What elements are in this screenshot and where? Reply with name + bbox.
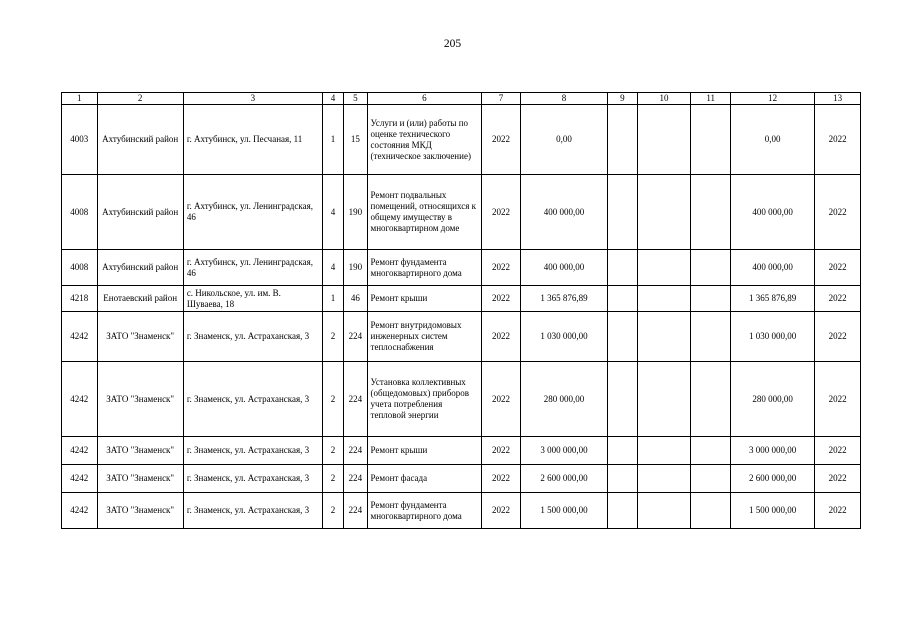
number-cell-4: 2 xyxy=(322,312,343,362)
work-type-cell: Услуги и (или) работы по оценке технического состояния МКД (техническое заключение) xyxy=(367,105,482,175)
record-id-cell: 4008 xyxy=(62,175,98,250)
year-cell: 2022 xyxy=(482,250,521,286)
table-row xyxy=(62,493,861,529)
district-cell: Ахтубинский район xyxy=(97,175,183,250)
number-cell-4: 2 xyxy=(322,465,343,493)
empty-cell-10 xyxy=(637,362,691,437)
amount-cell: 1 030 000,00 xyxy=(520,312,607,362)
number-cell-4: 4 xyxy=(322,175,343,250)
work-type-cell: Установка коллективных (общедомовых) приборов учета потребления тепловой энергии xyxy=(367,362,482,437)
year-cell: 2022 xyxy=(482,286,521,312)
table-row xyxy=(62,437,861,465)
district-cell: ЗАТО "Знаменск" xyxy=(97,465,183,493)
number-cell-4: 2 xyxy=(322,493,343,529)
completion-year-cell: 2022 xyxy=(815,312,861,362)
number-cell-4: 4 xyxy=(322,250,343,286)
empty-cell-9 xyxy=(608,250,637,286)
work-type-cell: Ремонт фасада xyxy=(367,465,482,493)
column-number-header: 5 xyxy=(344,93,367,105)
number-cell-4: 1 xyxy=(322,105,343,175)
completion-year-cell: 2022 xyxy=(815,286,861,312)
number-cell-5: 224 xyxy=(344,312,367,362)
year-cell: 2022 xyxy=(482,312,521,362)
empty-cell-10 xyxy=(637,105,691,175)
district-cell: ЗАТО "Знаменск" xyxy=(97,312,183,362)
capital-repair-table xyxy=(61,92,861,529)
completion-year-cell: 2022 xyxy=(815,362,861,437)
district-cell: ЗАТО "Знаменск" xyxy=(97,437,183,465)
empty-cell-11 xyxy=(691,105,731,175)
total-amount-cell: 280 000,00 xyxy=(730,362,814,437)
empty-cell-9 xyxy=(608,493,637,529)
record-id-cell: 4218 xyxy=(62,286,98,312)
amount-cell: 400 000,00 xyxy=(520,175,607,250)
empty-cell-10 xyxy=(637,250,691,286)
address-cell: с. Никольское, ул. им. В. Шуваева, 18 xyxy=(183,286,322,312)
number-cell-4: 1 xyxy=(322,286,343,312)
number-cell-4: 2 xyxy=(322,362,343,437)
empty-cell-9 xyxy=(608,105,637,175)
empty-cell-9 xyxy=(608,437,637,465)
table-row xyxy=(62,465,861,493)
year-cell: 2022 xyxy=(482,493,521,529)
number-cell-5: 15 xyxy=(344,105,367,175)
work-type-cell: Ремонт фундамента многоквартирного дома xyxy=(367,250,482,286)
empty-cell-9 xyxy=(608,312,637,362)
amount-cell: 1 365 876,89 xyxy=(520,286,607,312)
empty-cell-10 xyxy=(637,312,691,362)
record-id-cell: 4008 xyxy=(62,250,98,286)
total-amount-cell: 400 000,00 xyxy=(730,175,814,250)
amount-cell: 280 000,00 xyxy=(520,362,607,437)
total-amount-cell: 1 500 000,00 xyxy=(730,493,814,529)
completion-year-cell: 2022 xyxy=(815,250,861,286)
empty-cell-10 xyxy=(637,286,691,312)
total-amount-cell: 1 365 876,89 xyxy=(730,286,814,312)
address-cell: г. Ахтубинск, ул. Ленинградская, 46 xyxy=(183,250,322,286)
empty-cell-11 xyxy=(691,312,731,362)
completion-year-cell: 2022 xyxy=(815,465,861,493)
empty-cell-10 xyxy=(637,493,691,529)
work-type-cell: Ремонт фундамента многоквартирного дома xyxy=(367,493,482,529)
table-row xyxy=(62,175,861,250)
completion-year-cell: 2022 xyxy=(815,175,861,250)
number-cell-5: 224 xyxy=(344,493,367,529)
column-number-header: 9 xyxy=(608,93,637,105)
column-number-header: 1 xyxy=(62,93,98,105)
table-row xyxy=(62,312,861,362)
table-row xyxy=(62,362,861,437)
empty-cell-11 xyxy=(691,362,731,437)
number-cell-5: 224 xyxy=(344,437,367,465)
completion-year-cell: 2022 xyxy=(815,437,861,465)
column-number-header: 12 xyxy=(730,93,814,105)
table-row xyxy=(62,286,861,312)
empty-cell-11 xyxy=(691,286,731,312)
number-cell-5: 46 xyxy=(344,286,367,312)
completion-year-cell: 2022 xyxy=(815,493,861,529)
column-number-header: 8 xyxy=(520,93,607,105)
work-type-cell: Ремонт внутридомовых инженерных систем теплоснабжения xyxy=(367,312,482,362)
column-number-header: 2 xyxy=(97,93,183,105)
column-number-header: 11 xyxy=(691,93,731,105)
district-cell: Ахтубинский район xyxy=(97,105,183,175)
year-cell: 2022 xyxy=(482,362,521,437)
table-header-row xyxy=(62,93,861,105)
number-cell-4: 2 xyxy=(322,437,343,465)
address-cell: г. Знаменск, ул. Астраханская, 3 xyxy=(183,465,322,493)
number-cell-5: 224 xyxy=(344,362,367,437)
amount-cell: 2 600 000,00 xyxy=(520,465,607,493)
address-cell: г. Знаменск, ул. Астраханская, 3 xyxy=(183,362,322,437)
district-cell: Енотаевский район xyxy=(97,286,183,312)
empty-cell-11 xyxy=(691,437,731,465)
empty-cell-9 xyxy=(608,465,637,493)
year-cell: 2022 xyxy=(482,437,521,465)
completion-year-cell: 2022 xyxy=(815,105,861,175)
total-amount-cell: 1 030 000,00 xyxy=(730,312,814,362)
empty-cell-9 xyxy=(608,362,637,437)
page-number: 205 xyxy=(443,38,462,50)
year-cell: 2022 xyxy=(482,175,521,250)
record-id-cell: 4242 xyxy=(62,362,98,437)
record-id-cell: 4242 xyxy=(62,465,98,493)
record-id-cell: 4003 xyxy=(62,105,98,175)
amount-cell: 0,00 xyxy=(520,105,607,175)
district-cell: Ахтубинский район xyxy=(97,250,183,286)
column-number-header: 10 xyxy=(637,93,691,105)
address-cell: г. Ахтубинск, ул. Ленинградская, 46 xyxy=(183,175,322,250)
amount-cell: 3 000 000,00 xyxy=(520,437,607,465)
empty-cell-10 xyxy=(637,465,691,493)
record-id-cell: 4242 xyxy=(62,312,98,362)
column-number-header: 13 xyxy=(815,93,861,105)
empty-cell-11 xyxy=(691,465,731,493)
empty-cell-10 xyxy=(637,437,691,465)
address-cell: г. Знаменск, ул. Астраханская, 3 xyxy=(183,437,322,465)
work-type-cell: Ремонт крыши xyxy=(367,437,482,465)
column-number-header: 7 xyxy=(482,93,521,105)
empty-cell-11 xyxy=(691,250,731,286)
empty-cell-10 xyxy=(637,175,691,250)
column-number-header: 6 xyxy=(367,93,482,105)
total-amount-cell: 0,00 xyxy=(730,105,814,175)
address-cell: г. Знаменск, ул. Астраханская, 3 xyxy=(183,312,322,362)
table-row xyxy=(62,250,861,286)
empty-cell-11 xyxy=(691,175,731,250)
number-cell-5: 224 xyxy=(344,465,367,493)
total-amount-cell: 3 000 000,00 xyxy=(730,437,814,465)
record-id-cell: 4242 xyxy=(62,493,98,529)
column-number-header: 4 xyxy=(322,93,343,105)
year-cell: 2022 xyxy=(482,105,521,175)
number-cell-5: 190 xyxy=(344,250,367,286)
address-cell: г. Ахтубинск, ул. Песчаная, 11 xyxy=(183,105,322,175)
amount-cell: 400 000,00 xyxy=(520,250,607,286)
total-amount-cell: 2 600 000,00 xyxy=(730,465,814,493)
empty-cell-9 xyxy=(608,175,637,250)
empty-cell-11 xyxy=(691,493,731,529)
number-cell-5: 190 xyxy=(344,175,367,250)
district-cell: ЗАТО "Знаменск" xyxy=(97,493,183,529)
district-cell: ЗАТО "Знаменск" xyxy=(97,362,183,437)
work-type-cell: Ремонт подвальных помещений, относящихся к общему имуществу в многоквартирном доме xyxy=(367,175,482,250)
address-cell: г. Знаменск, ул. Астраханская, 3 xyxy=(183,493,322,529)
total-amount-cell: 400 000,00 xyxy=(730,250,814,286)
table-row xyxy=(62,105,861,175)
column-number-header: 3 xyxy=(183,93,322,105)
year-cell: 2022 xyxy=(482,465,521,493)
work-type-cell: Ремонт крыши xyxy=(367,286,482,312)
record-id-cell: 4242 xyxy=(62,437,98,465)
amount-cell: 1 500 000,00 xyxy=(520,493,607,529)
empty-cell-9 xyxy=(608,286,637,312)
